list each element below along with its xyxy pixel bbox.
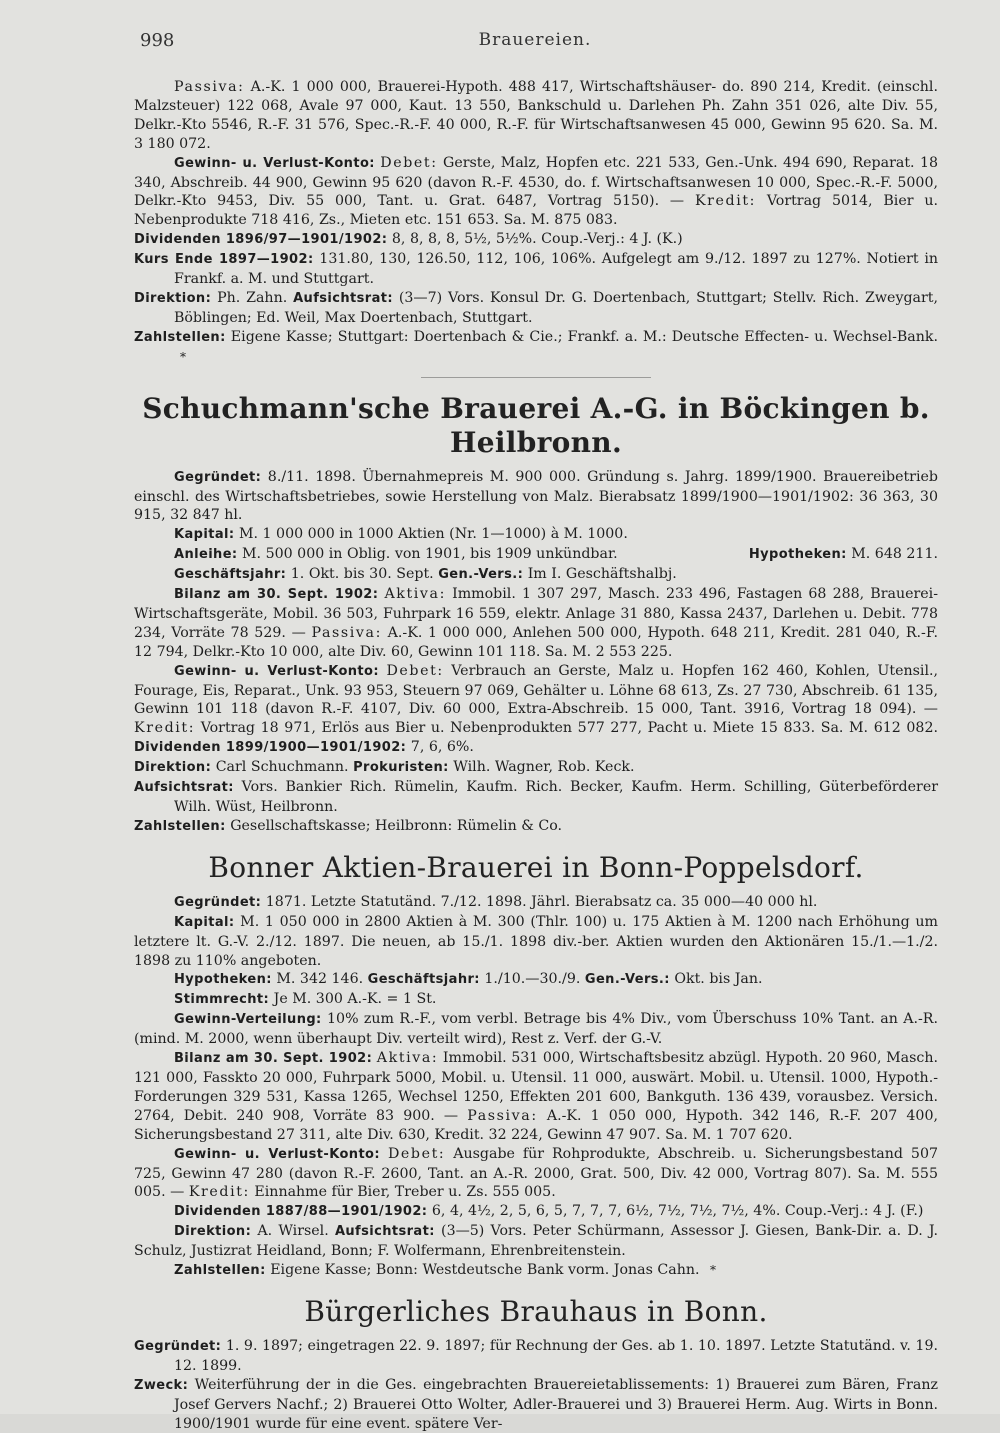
kredit-label: Kredit:	[188, 1184, 250, 1201]
dividends-label: Dividenden 1899/1900—1901/1902:	[134, 740, 407, 756]
prokuristen-label: Prokuristen:	[353, 760, 449, 776]
page-header	[140, 30, 930, 56]
gen-vers-text: Okt. bis Jan.	[674, 971, 763, 988]
aktiva-label: Aktiva:	[384, 586, 446, 603]
dividends-text: 6, 4, 4½, 2, 5, 6, 5, 7, 7, 7, 6½, 7½, 7½, 7½, 4%. Coup.-Verj.: 4 J. (F.)	[431, 1203, 924, 1220]
gegruendet-label: Gegründet:	[134, 1338, 222, 1354]
aufsichtsrat-label: Aufsichtsrat:	[293, 290, 393, 306]
debet-label: Debet:	[380, 154, 438, 171]
gewinn-verteilung-paragraph	[134, 1010, 938, 1049]
kapital-label: Kapital:	[174, 527, 235, 543]
anleihe-label: Anleihe:	[174, 547, 238, 563]
geschaeftsjahr-paragraph	[134, 565, 938, 585]
hypotheken-label: Hypotheken:	[174, 972, 272, 988]
bilanz-paragraph	[134, 1049, 938, 1145]
aufsichtsrat-text: (3—5) Vors. Peter Schürmann, Assessor J. Giesen, Bank-Dir. a. D. J. Schulz, Justizrat Heidland, Bonn; F. Wolfermann, Ehrenbreitenstein.	[134, 1223, 938, 1260]
zweck-paragraph	[134, 1376, 938, 1433]
gewinn-verteilung-text: 10% zum R.-F., vom verbl. Betrage bis 4% Div., vom Überschuss 10% Tant. an A.-R. (mind. M. 2000, wenn überhaupt Div. verteilt wird), Rest z. Verf. der G.-V.	[134, 1011, 938, 1048]
stimmrecht-paragraph	[134, 990, 938, 1010]
zahlstellen-text: Gesellschaftskasse; Heilbronn: Rümelin & Co.	[230, 817, 563, 834]
direktion-text: A. Wirsel.	[257, 1223, 329, 1240]
kapital-text: M. 1 050 000 in 2800 Aktien à M. 300 (Thlr. 100) u. 175 Aktien à M. 1200 nach Erhöhung um letztere lt. G.-V. 2./12. 1897. Die neuen, ab 15./1. 1898 div.-ber. Aktien wurden den Aktionären 15./1.—1./2. 1898 zu 110% angeboten.	[134, 913, 939, 969]
kredit-text: Einnahme für Bier, Treber u. Zs. 555 005.	[254, 1184, 556, 1201]
gv-konto-label: Gewinn- u. Verlust-Konto:	[174, 155, 375, 171]
passiva-text: A.-K. 1 050 000, Hypoth. 342 146, R.-F. 207 400, Sicherungsbestand 27 311, alte Div. 630, Kredit. 32 224, Gewinn 47 907. Sa. M. 1 707 620.	[134, 1107, 938, 1143]
geschaeftsjahr-text: 1. Okt. bis 30. Sept.	[290, 566, 434, 583]
kurs-label: Kurs Ende 1897—1902:	[134, 252, 314, 268]
anleihe-text: M. 500 000 in Oblig. von 1901, bis 1909 unkündbar.	[242, 546, 618, 563]
entry-bonner-aktien-brauerei	[134, 851, 938, 1281]
gen-vers-label: Gen.-Vers.:	[584, 972, 670, 988]
passiva-paragraph	[134, 78, 938, 154]
stimmrecht-text: Je M. 300 A.-K. = 1 St.	[273, 991, 437, 1008]
passiva-text: A.-K. 1 000 000, Anlehen 500 000, Hypoth. 648 211, Kredit. 281 040, R.-F. 12 794, Delkr.-Kto 10 000, alte Div. 60, Gewinn 101 118. Sa. M. 2 553 225.	[134, 624, 938, 660]
gegruendet-text: 8./11. 1898. Übernahmepreis M. 900 000. Gründung s. Jahrg. 1899/1900. Brauereibetrieb einschl. des Wirtschaftsbetriebes, sowie Herstellung von Malz. Bierabsatz 1899/1900—1901/1902: 36 363, 30 915, 32 847 hl.	[134, 468, 938, 524]
direktion-paragraph	[134, 289, 938, 328]
gv-konto-label: Gewinn- u. Verlust-Konto:	[174, 663, 379, 679]
previous-entry-continuation	[134, 78, 938, 367]
zahlstellen-paragraph	[134, 1261, 938, 1281]
dividends-paragraph	[134, 1202, 938, 1222]
gegruendet-paragraph	[134, 468, 938, 526]
direktion-text: Carl Schuchmann.	[215, 759, 349, 776]
kapital-label: Kapital:	[174, 914, 235, 930]
entry-title: Bürgerliches Brauhaus in Bonn.	[304, 1294, 768, 1328]
gv-konto-paragraph	[134, 154, 938, 231]
kapital-paragraph	[134, 913, 938, 971]
aktiva-label: Aktiva:	[376, 1050, 439, 1067]
zahlstellen-text: Eigene Kasse; Stuttgart: Doertenbach & Cie.; Frankf. a. M.: Deutsche Effecten- u. Wechsel-Bank.	[230, 328, 939, 345]
direktion-paragraph	[134, 1222, 938, 1261]
hypotheken-paragraph	[134, 970, 938, 990]
page-number: 998	[140, 30, 175, 51]
bilanz-label: Bilanz am 30. Sept. 1902:	[174, 1051, 373, 1067]
gegruendet-label: Gegründet:	[174, 469, 262, 485]
kredit-text: Vortrag 18 971, Erlös aus Bier u. Nebenprodukten 577 277, Pacht u. Miete 15 833. Sa. M. 612 082.	[200, 720, 938, 737]
aktiva-text: Immobil. 1 307 297, Masch. 233 496, Fastagen 68 288, Brauerei-Wirtschaftsgeräte, Mobil. 36 503, Fuhrpark 16 559, elektr. Anlage 31 880, Kassa 2437, Darlehen u. Debit. 778 234, Vorräte 78 529. —	[134, 586, 938, 641]
direktion-label: Direktion:	[134, 290, 212, 306]
bilanz-label: Bilanz am 30. Sept. 1902:	[174, 587, 379, 603]
gv-konto-paragraph	[134, 662, 938, 759]
stimmrecht-label: Stimmrecht:	[174, 992, 270, 1008]
zahlstellen-paragraph	[134, 817, 938, 837]
hypotheken-label: Hypotheken:	[748, 547, 847, 563]
dividends-label: Dividenden 1896/97—1901/1902:	[134, 232, 388, 248]
dividends-text: 8, 8, 8, 8, 5½, 5½%. Coup.-Verj.: 4 J. (K.)	[391, 231, 683, 248]
entry-star-mark: *	[710, 1263, 716, 1278]
debet-label: Debet:	[386, 662, 444, 679]
debet-text: Verbrauch an Gerste, Malz u. Hopfen 162 460, Kohlen, Utensil., Fourage, Eis, Reparat., Unk. 93 953, Steuern 97 069, Gehälter u. Löhne 68 613, Zs. 27 730, Abschreib. 61 135, Gewinn 101 118 (davon R.-F. 4107, Div. 60 000, Extra-Abschreib. 15 000, Tant. 3916, Vortrag 18 094). —	[134, 662, 939, 718]
dividends-text: 7, 6, 6%.	[410, 739, 474, 756]
passiva-text: A.-K. 1 000 000, Brauerei-Hypoth. 488 417, Wirtschaftshäuser- do. 890 214, Kredit. (einschl. Malzsteuer) 122 068, Avale 97 000, Kaut. 13 550, Bankschuld u. Darlehen Ph. Zahn 351 026, alte Div. 55, Delkr.-Kto 5546, R.-F. 31 576, Spec.-R.-F. 40 000, R.-F. für Wirtschaftsanwesen 45 000, Gewinn 95 620. Sa. M. 3 180 072.	[134, 79, 938, 152]
kurs-paragraph	[134, 250, 938, 289]
entry-title: Bonner Aktien-Brauerei in Bonn-Poppelsdorf.	[208, 850, 864, 884]
gen-vers-text: Im I. Geschäftshalbj.	[527, 566, 677, 583]
passiva-label: Passiva:	[174, 79, 245, 95]
direktion-text: Ph. Zahn.	[217, 289, 288, 306]
kapital-paragraph	[134, 525, 938, 545]
aufsichtsrat-text: (3—7) Vors. Konsul Dr. G. Doertenbach, Stuttgart; Stellv. Rich. Zweygart, Böblingen; Ed. Weil, Max Doertenbach, Stuttgart.	[174, 289, 938, 326]
geschaeftsjahr-label: Geschäftsjahr:	[367, 972, 480, 988]
zahlstellen-label: Zahlstellen:	[134, 818, 226, 834]
zweck-label: Zweck:	[134, 1377, 189, 1393]
gv-konto-label: Gewinn- u. Verlust-Konto:	[174, 1146, 380, 1162]
direktion-paragraph	[134, 758, 938, 778]
zahlstellen-paragraph	[134, 328, 938, 367]
kurs-text: 131.80, 130, 126.50, 112, 106, 106%. Aufgelegt am 9./12. 1897 zu 127%. Notiert in Frankf. a. M. und Stuttgart.	[174, 251, 939, 288]
running-title: Brauereien.	[478, 30, 592, 50]
prokuristen-text: Wilh. Wagner, Rob. Keck.	[453, 759, 635, 776]
zweck-text: Weiterführung der in die Ges. eingebrachten Brauereietablissements: 1) Brauerei zum Bären, Franz Josef Gervers Nachf.; 2) Brauerei Otto Wolter, Adler-Brauerei und 3) Brauerei Herm. Aug. Wirts in Bonn. 1900/1901 wurde für eine event. spätere Ver-	[174, 1376, 939, 1432]
gegruendet-label: Gegründet:	[174, 894, 262, 910]
debet-label: Debet:	[387, 1145, 446, 1162]
gegruendet-paragraph	[134, 893, 938, 913]
zahlstellen-label: Zahlstellen:	[174, 1263, 266, 1279]
entry-schuchmann	[134, 392, 938, 837]
gewinn-verteilung-label: Gewinn-Verteilung:	[174, 1012, 322, 1028]
direktion-label: Direktion:	[134, 760, 212, 776]
debet-text: Gerste, Malz, Hopfen etc. 221 533, Gen.-Unk. 494 690, Reparat. 18 340, Abschreib. 44 900, Gewinn 95 620 (davon R.-F. 4530, do. f. Wirtschaftsanwesen 10 000, Spec.-R.-F. 5000, Delkr.-Kto 9453, Div. 55 000, Tant. u. Grat. 6487, Vortrag 5150). —	[134, 154, 938, 210]
passiva-label: Passiva:	[467, 1107, 538, 1124]
zahlstellen-text: Eigene Kasse; Bonn: Westdeutsche Bank vorm. Jonas Cahn.	[270, 1262, 700, 1279]
geschaeftsjahr-text: 1./10.—30./9.	[484, 971, 581, 988]
direktion-label: Direktion:	[174, 1224, 252, 1240]
anleihe-paragraph	[134, 545, 938, 565]
page-content	[134, 78, 938, 1433]
bilanz-paragraph	[134, 585, 938, 662]
debet-text: Ausgabe für Rohprodukte, Abschreib. u. Sicherungsbestand 507 725, Gewinn 47 280 (davon R.-F. 2600, Tant. an A.-R. 2000, Grat. 500, Div. 42 000, Vortrag 807). Sa. M. 555 005. —	[134, 1145, 938, 1201]
gegruendet-paragraph	[134, 1337, 938, 1376]
hypotheken-group	[709, 545, 938, 565]
gegruendet-text: 1. 9. 1897; eingetragen 22. 9. 1897; für Rechnung der Ges. ab 1. 10. 1897. Letzte Statutänd. v. 19. 12. 1899.	[174, 1337, 938, 1374]
entry-title: Schuchmann'sche Brauerei A.-G. in Böckingen b. Heilbronn.	[142, 391, 930, 459]
zahlstellen-label: Zahlstellen:	[134, 329, 226, 345]
kredit-label: Kredit:	[134, 720, 196, 737]
aufsichtsrat-label: Aufsichtsrat:	[334, 1224, 435, 1240]
entry-buergerliches-brauhaus	[134, 1295, 938, 1433]
gv-konto-paragraph	[134, 1145, 938, 1203]
passiva-label: Passiva:	[311, 624, 382, 641]
hypotheken-text: M. 648 211.	[851, 546, 938, 563]
kredit-text: Vortrag 5014, Bier u. Nebenprodukte 718 416, Zs., Mieten etc. 151 653. Sa. M. 875 083.	[134, 193, 938, 229]
section-divider	[421, 377, 651, 378]
aufsichtsrat-label: Aufsichtsrat:	[134, 780, 234, 796]
entry-star-mark: *	[180, 349, 186, 364]
geschaeftsjahr-label: Geschäftsjahr:	[174, 567, 287, 583]
aufsichtsrat-paragraph	[134, 778, 938, 817]
aufsichtsrat-text: Vors. Bankier Rich. Rümelin, Kaufm. Rich. Becker, Kaufm. Herm. Schilling, Güterbeförderer Wilh. Wüst, Heilbronn.	[174, 779, 938, 815]
dividends-paragraph	[134, 230, 938, 250]
kapital-text: M. 1 000 000 in 1000 Aktien (Nr. 1—1000) à M. 1000.	[238, 526, 628, 543]
dividends-label: Dividenden 1887/88—1901/1902:	[174, 1204, 428, 1220]
aktiva-text: Immobil. 531 000, Wirtschaftsbesitz abzügl. Hypoth. 20 960, Masch. 121 000, Fasskto 20 000, Fuhrpark 5000, Mobil. u. Utensil. 11 000, auswärt. Mobil. u. Utensil. 1000, Hypoth.-Forderungen 329 531, Kassa 1265, Wechsel 1250, Effekten 201 600, Bankguth. 136 439, vorausbez. Versich. 2764, Debit. 240 908, Vorräte 83 900. —	[134, 1050, 939, 1124]
kredit-label: Kredit:	[694, 193, 757, 210]
hypotheken-text: M. 342 146.	[276, 971, 364, 988]
gegruendet-text: 1871. Letzte Statutänd. 7./12. 1898. Jährl. Bierabsatz ca. 35 000—40 000 hl.	[265, 893, 818, 910]
gen-vers-label: Gen.-Vers.:	[438, 567, 524, 583]
